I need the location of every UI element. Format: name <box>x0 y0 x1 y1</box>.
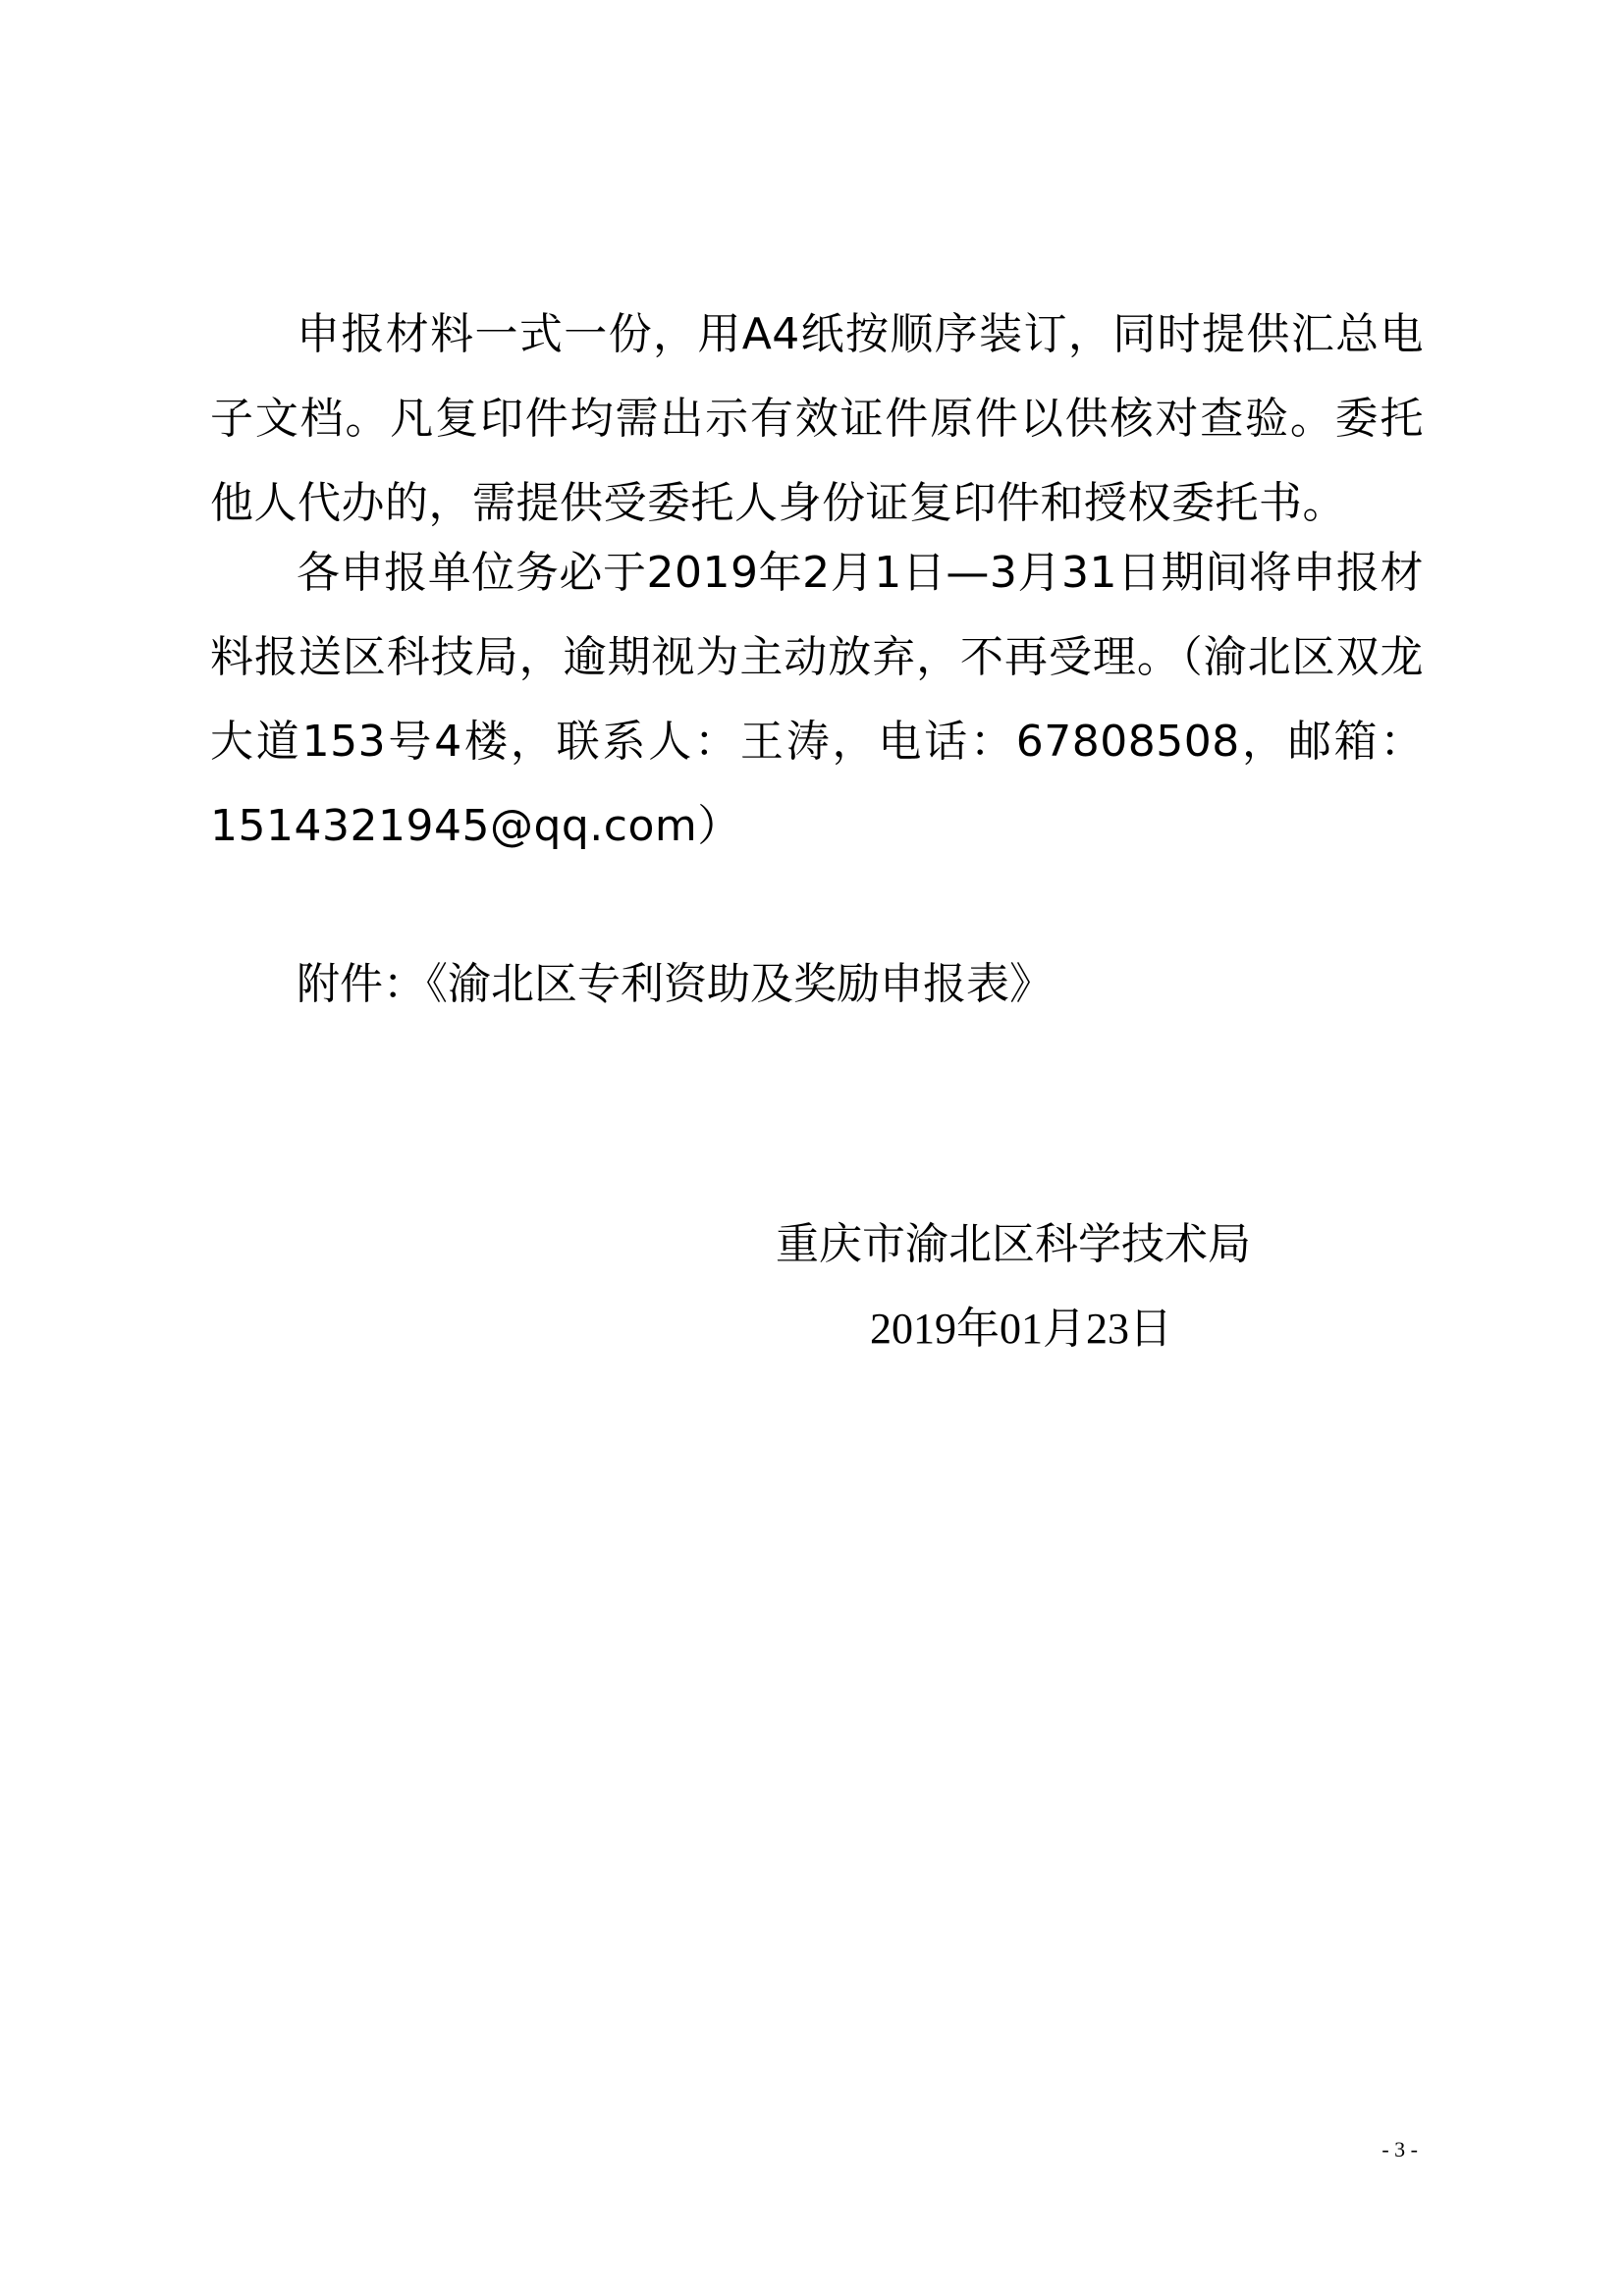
signature-block <box>776 1202 1326 1371</box>
paragraph-text: 申报材料一式一份，用A4纸按顺序装订，同时提供汇总电子文档。凡复印件均需出示有效证件原件以供核对查验。委托他人代办的，需提供受委托人身份证复印件和授权委托书。 <box>210 309 1424 528</box>
signature-organization: 重庆市渝北区科学技术局 <box>776 1219 1251 1269</box>
attachment-line: 附件：《渝北区专利资助及奖励申报表》 <box>297 959 1053 1009</box>
page-number: - 3 - <box>1381 2137 1418 2162</box>
body-paragraph-materials <box>210 293 1424 546</box>
paragraph-text: 各申报单位务必于2019年2月1日—3月31日期间将申报材料报送区科技局，逾期视为主动放弃，不再受理。（渝北区双龙大道153号4楼，联系人：王涛，电话：67808508，邮箱：1514321945@qq.com） <box>210 548 1424 851</box>
body-paragraph-deadline <box>210 531 1424 869</box>
signature-date: 2019年01月23日 <box>870 1305 1172 1353</box>
